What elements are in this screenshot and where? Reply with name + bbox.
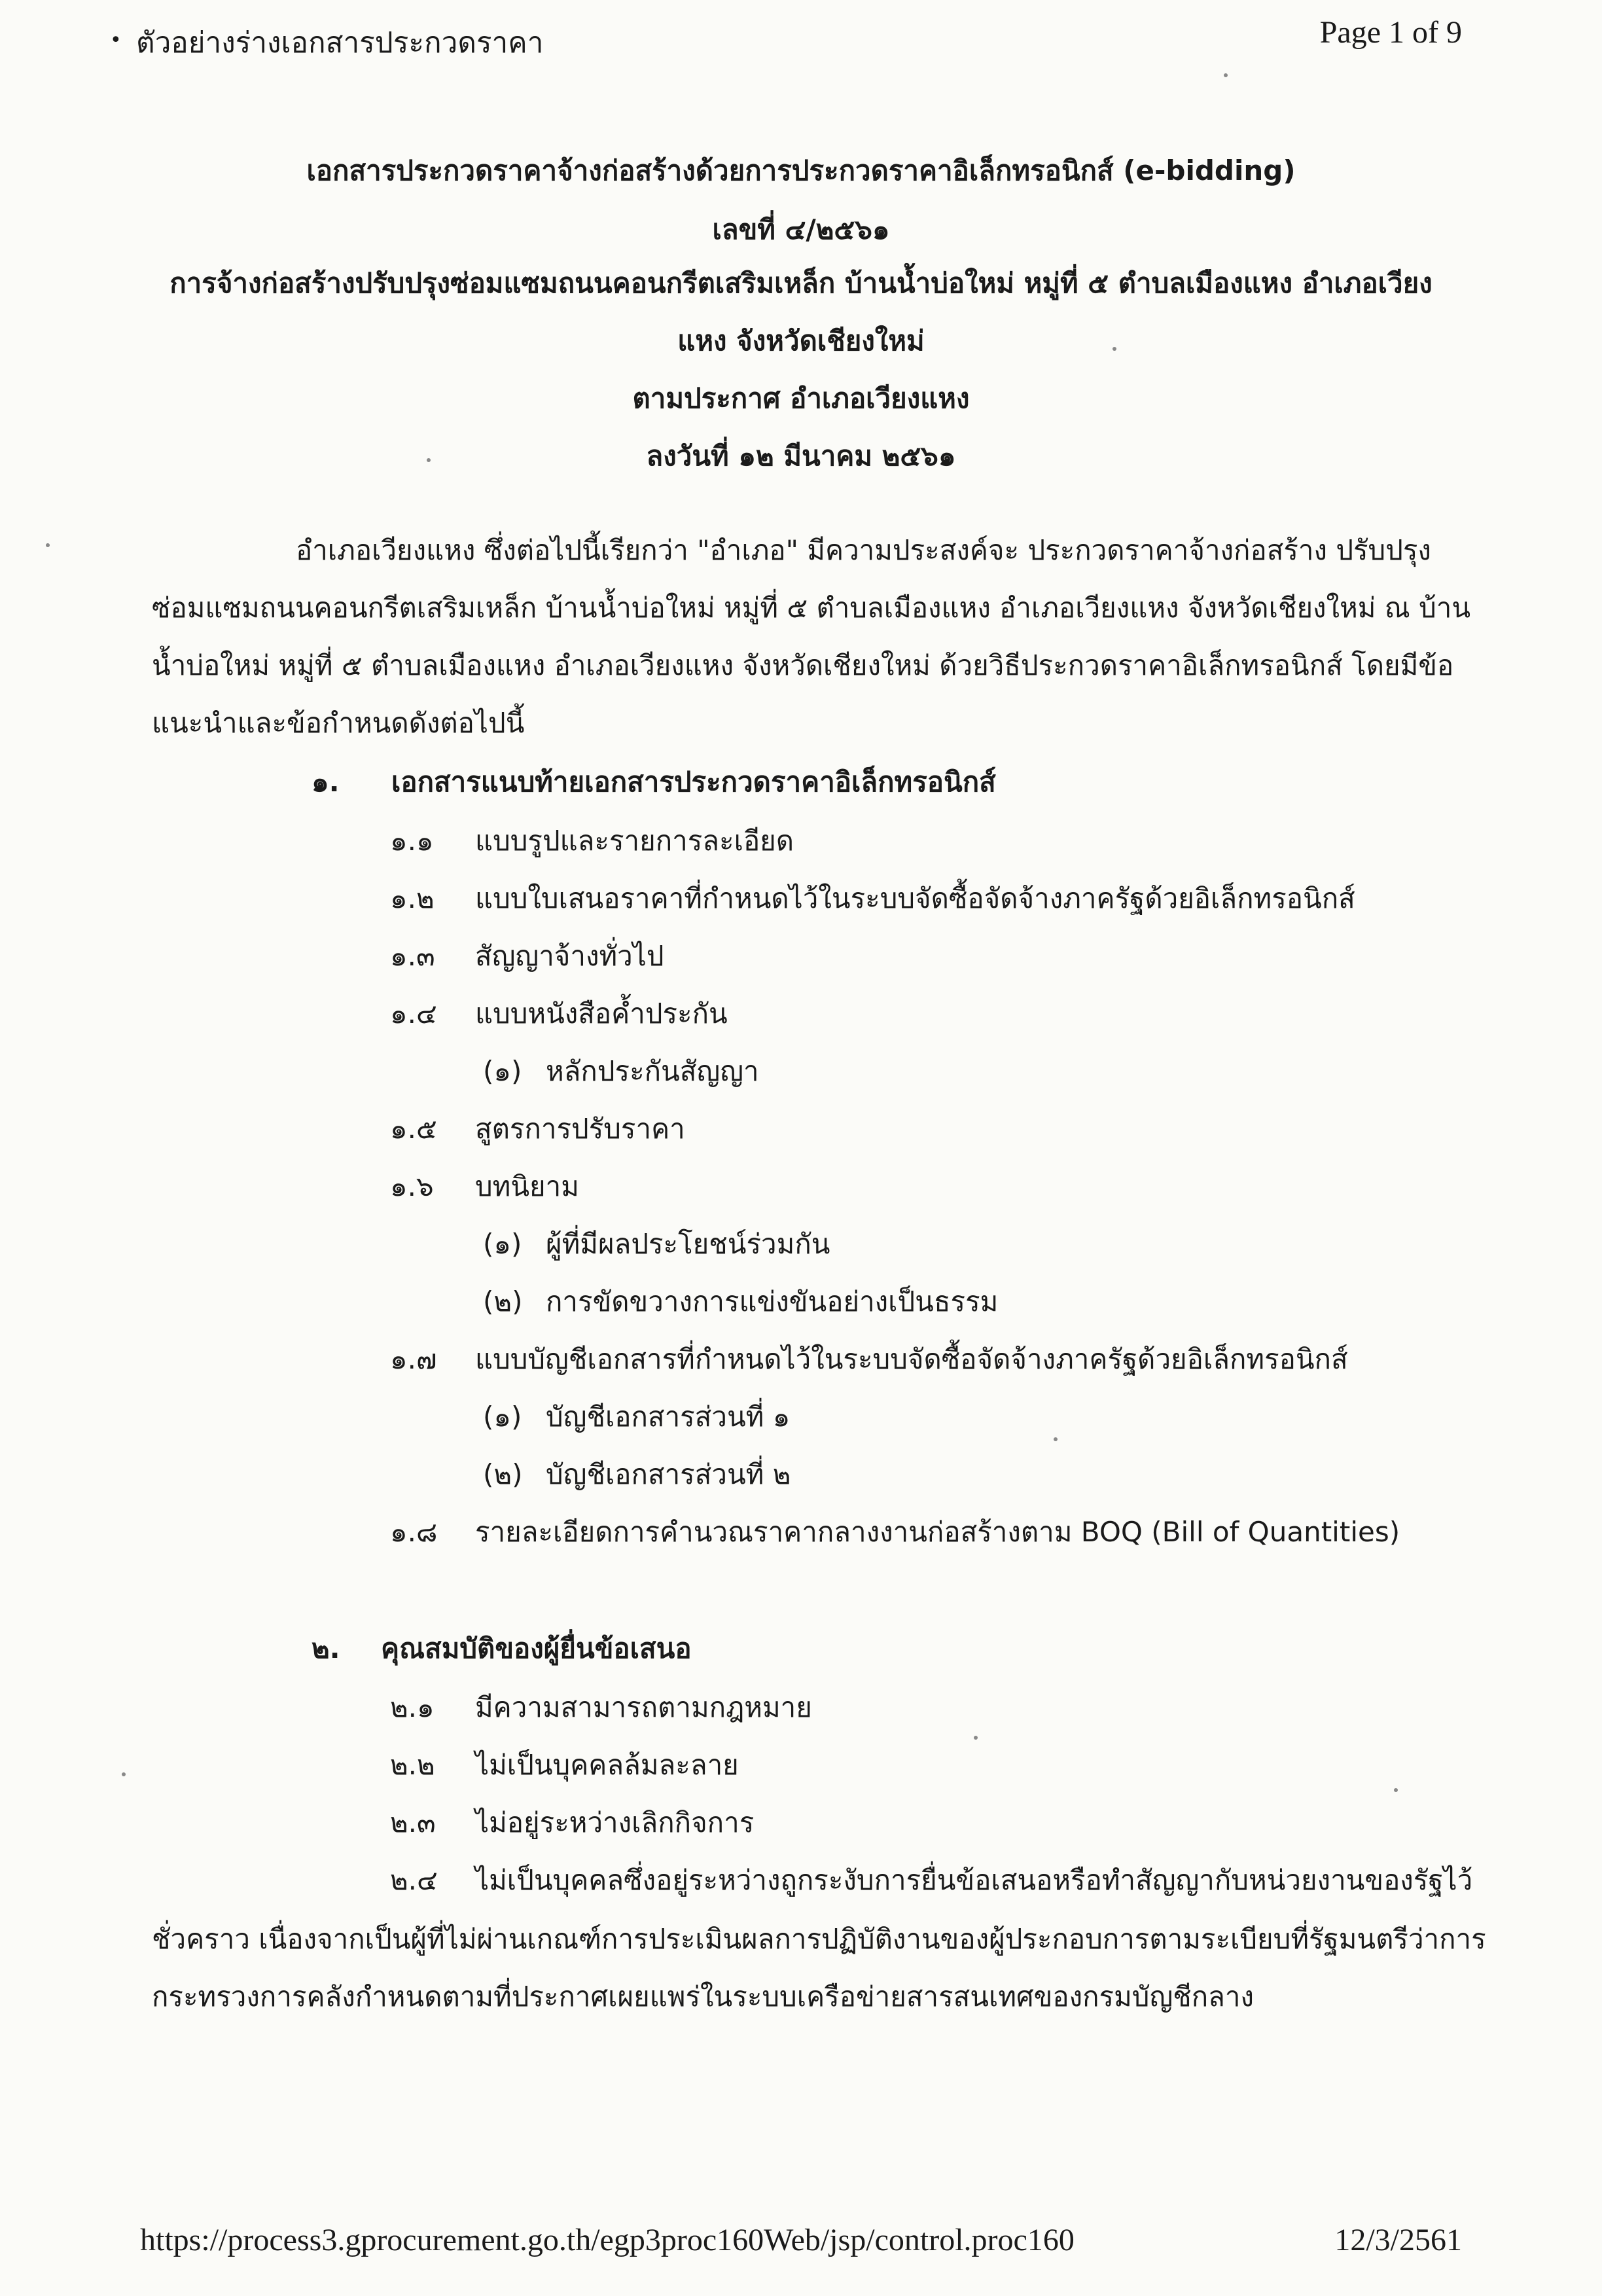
scan-speck	[427, 458, 431, 462]
list-item: ๑.๔ แบบหนังสือค้ำประกัน	[390, 997, 728, 1030]
scan-speck	[1394, 1788, 1398, 1792]
scan-speck	[1112, 347, 1116, 351]
list-item: ๑.๖ บทนิยาม	[390, 1170, 579, 1202]
project-title-line1: การจ้างก่อสร้างปรับปรุงซ่อมแซมถนนคอนกรีตเสริมเหล็ก บ้านน้ำบ่อใหม่ หมู่ที่ ๕ ตำบลเมืองแหง อำเภอเวียง	[169, 267, 1433, 299]
list-item: ๑.๒ แบบใบเสนอราคาที่กำหนดไว้ในระบบจัดซื้อจัดจ้างภาครัฐด้วยอิเล็กทรอนิกส์	[390, 882, 1355, 914]
sub-list-item: (๑) ผู้ที่มีผลประโยชน์ร่วมกัน	[483, 1228, 830, 1260]
footer-date: 12/3/2561	[1334, 2223, 1462, 2257]
scan-speck	[1224, 73, 1228, 77]
scan-speck	[122, 1772, 126, 1776]
announcement: ตามประกาศ อำเภอเวียงแหง	[632, 382, 970, 414]
scan-speck	[1054, 1437, 1058, 1441]
list-item: ๑.๑ แบบรูปและรายการละเอียด	[390, 825, 794, 857]
project-title-line2: แหง จังหวัดเชียงใหม่	[677, 325, 925, 357]
list-item: ๒.๒ ไม่เป็นบุคคลล้มละลาย	[390, 1749, 739, 1781]
scan-speck	[46, 543, 50, 547]
section2-title: คุณสมบัติของผู้ยื่นข้อเสนอ	[381, 1632, 692, 1664]
intro-line4: แนะนำและข้อกำหนดดังต่อไปนี้	[152, 707, 525, 739]
footer-url: https://process3.gprocurement.go.th/egp3proc160Web/jsp/control.proc160	[140, 2223, 1075, 2257]
sub-list-item: (๑) บัญชีเอกสารส่วนที่ ๑	[483, 1401, 791, 1433]
section1-title: เอกสารแนบท้ายเอกสารประกวดราคาอิเล็กทรอนิกส์	[391, 766, 996, 798]
announcement-date: ลงวันที่ ๑๒ มีนาคม ๒๕๖๑	[646, 440, 956, 472]
intro-line2: ซ่อมแซมถนนคอนกรีตเสริมเหล็ก บ้านน้ำบ่อใหม่ หมู่ที่ ๕ ตำบลเมืองแหง อำเภอเวียงแหง จังหวัดเชียงใหม่ ณ บ้าน	[152, 592, 1471, 624]
sub-list-item: (๒) บัญชีเอกสารส่วนที่ ๒	[483, 1458, 791, 1490]
section2-continuation-2: กระทรวงการคลังกำหนดตามที่ประกาศเผยแพร่ในระบบเครือข่ายสารสนเทศของกรมบัญชีกลาง	[152, 1981, 1254, 2013]
section1-number: ๑.	[312, 766, 340, 798]
list-item: ๑.๕ สูตรการปรับราคา	[390, 1113, 685, 1145]
doc-title: เอกสารประกวดราคาจ้างก่อสร้างด้วยการประกวดราคาอิเล็กทรอนิกส์ (e-bidding)	[306, 154, 1296, 187]
header-left: ตัวอย่างร่างเอกสารประกวดราคา	[136, 26, 544, 60]
bullet-dot: •	[110, 29, 122, 52]
page-indicator: Page 1 of 9	[1319, 15, 1462, 50]
intro-line1: อำเภอเวียงแหง ซึ่งต่อไปนี้เรียกว่า "อำเภอ" มีความประสงค์จะ ประกวดราคาจ้างก่อสร้าง ปรับปรุง	[296, 534, 1431, 566]
list-item: ๒.๔ ไม่เป็นบุคคลซึ่งอยู่ระหว่างถูกระงับการยื่นข้อเสนอหรือทำสัญญากับหน่วยงานของรัฐไว้	[390, 1864, 1473, 1896]
doc-number: เลขที่ ๔/๒๕๖๑	[712, 213, 890, 245]
list-item: ๑.๓ สัญญาจ้างทั่วไป	[390, 940, 664, 972]
sub-list-item: (๑) หลักประกันสัญญา	[483, 1055, 759, 1087]
section2-continuation-1: ชั่วคราว เนื่องจากเป็นผู้ที่ไม่ผ่านเกณฑ์การประเมินผลการปฏิบัติงานของผู้ประกอบการตามระเบียบที่รัฐมนตรีว่าการ	[152, 1923, 1486, 1955]
list-item: ๒.๓ ไม่อยู่ระหว่างเลิกกิจการ	[390, 1806, 755, 1839]
scan-speck	[974, 1736, 978, 1740]
section2-number: ๒.	[312, 1632, 340, 1664]
intro-line3: น้ำบ่อใหม่ หมู่ที่ ๕ ตำบลเมืองแหง อำเภอเวียงแหง จังหวัดเชียงใหม่ ด้วยวิธีประกวดราคาอิเล็กทรอนิกส์ โดยมีข้อ	[152, 649, 1454, 681]
sub-list-item: (๒) การขัดขวางการแข่งขันอย่างเป็นธรรม	[483, 1285, 999, 1318]
list-item: ๒.๑ มีความสามารถตามกฎหมาย	[390, 1691, 812, 1723]
list-item: ๑.๘ รายละเอียดการคำนวณราคากลางงานก่อสร้างตาม BOQ (Bill of Quantities)	[390, 1516, 1400, 1548]
list-item: ๑.๗ แบบบัญชีเอกสารที่กำหนดไว้ในระบบจัดซื้อจัดจ้างภาครัฐด้วยอิเล็กทรอนิกส์	[390, 1343, 1348, 1375]
